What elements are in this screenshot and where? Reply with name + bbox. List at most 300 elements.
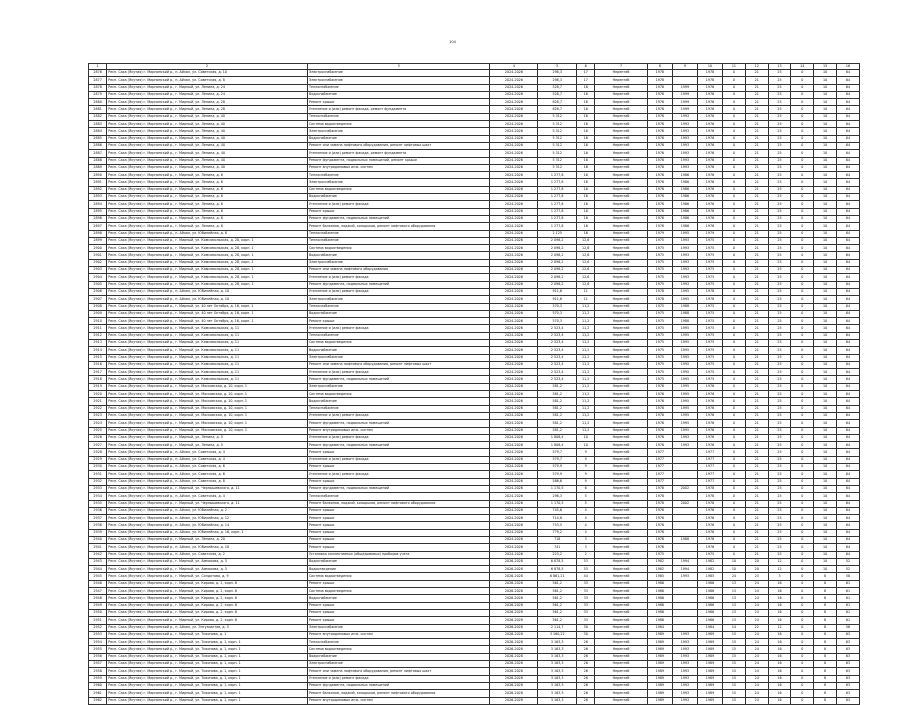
table-cell: 64 — [837, 537, 860, 544]
table-cell: Теплоснабжение — [307, 639, 489, 646]
table-cell: 8 — [814, 639, 837, 646]
table-cell: Респ. Саха (Якутия) г. Мирнинский р., г. Мирный, ул. Тихонова, д. 1, корп. 1 — [107, 653, 308, 660]
table-cell: 21 — [745, 106, 768, 113]
table-cell: 10 — [814, 142, 837, 149]
table-cell: 0 — [791, 288, 814, 295]
table-cell: Нерентаб — [595, 347, 647, 354]
table-cell: 21 — [745, 354, 768, 361]
table-cell: 0 — [723, 267, 746, 274]
table-cell: 1982 — [647, 566, 672, 573]
table-cell: Нерентаб — [595, 296, 647, 303]
table-cell: 1976 — [697, 172, 722, 179]
table-cell: 741 — [538, 544, 577, 551]
table-cell: 10 — [814, 230, 837, 237]
table-cell: 0 — [791, 77, 814, 84]
table-cell — [672, 624, 697, 631]
table-cell: 16 — [577, 113, 595, 120]
table-cell: 0 — [791, 172, 814, 179]
table-cell: 1977 — [697, 449, 722, 456]
table-cell: 11,2 — [577, 325, 595, 332]
table-cell: Нерентаб — [595, 172, 647, 179]
table-cell: 24 — [745, 646, 768, 653]
table-cell: 0 — [723, 412, 746, 419]
table-cell: 21 — [745, 485, 768, 492]
table-cell: 21 — [745, 223, 768, 230]
table-cell: 2916 — [89, 361, 107, 368]
table-cell: 25 — [768, 376, 791, 383]
table-cell: 1976 — [647, 164, 672, 171]
table-cell: 2024-2026 — [490, 281, 538, 288]
table-cell: 1976 — [697, 442, 722, 449]
table-cell: 5 312 — [538, 150, 577, 157]
table-cell: 581,2 — [538, 427, 577, 434]
table-cell: Респ. Саха (Якутия) г. Мирнинский р., г. Мирный, ул. 40 лет Октября, д. 16, корп. 1 — [107, 318, 308, 325]
table-row — [89, 573, 860, 580]
table-cell: 2024-2026 — [490, 303, 538, 310]
table-cell: Нерентаб — [595, 230, 647, 237]
table-cell: 0 — [723, 507, 746, 514]
table-cell: 1993 — [672, 661, 697, 668]
table-cell: 1986 — [672, 194, 697, 201]
table-cell: Респ. Саха (Якутия) г. Мирнинский р., п. Айхал, ул. Энтузиастов, д. 3 — [107, 624, 308, 631]
table-cell: Электроснабжение — [307, 128, 489, 135]
table-cell: Ремонт крыши — [307, 449, 489, 456]
table-cell: 10 — [723, 558, 746, 565]
table-cell: 2 523,4 — [538, 354, 577, 361]
table-row — [89, 361, 860, 368]
table-cell: 2026-2028 — [490, 595, 538, 602]
table-cell: 2024-2026 — [490, 456, 538, 463]
table-cell: 2024-2026 — [490, 121, 538, 128]
table-cell: Нерентаб — [595, 478, 647, 485]
table-row — [89, 464, 860, 471]
table-cell: Респ. Саха (Якутия) г. Мирнинский р., г. Мирный, ул. Комсомольская, д. 28, корп. 1 — [107, 259, 308, 266]
column-header: 16 — [837, 64, 860, 70]
table-cell: 2913 — [89, 339, 107, 346]
table-cell: 10 — [814, 347, 837, 354]
table-cell: 2024-2026 — [490, 500, 538, 507]
table-cell: 33 — [577, 617, 595, 624]
table-row — [89, 142, 860, 149]
table-cell: Ремонт крыши — [307, 529, 489, 536]
table-cell: Утепление и (или) ремонт фасада — [307, 325, 489, 332]
table-cell: 2903 — [89, 267, 107, 274]
table-cell: 21 — [745, 434, 768, 441]
table-cell: 1 277,8 — [538, 172, 577, 179]
table-cell: 1975 — [697, 325, 722, 332]
table-cell: 1976 — [647, 383, 672, 390]
table-cell: 13 — [723, 602, 746, 609]
table-cell: Респ. Саха (Якутия) г. Мирнинский р., г. Мирный, ул. Ленина, д. 40 — [107, 128, 308, 135]
table-cell: Система водоотведения — [307, 391, 489, 398]
table-cell: 21 — [745, 288, 768, 295]
table-cell: 16 — [768, 653, 791, 660]
table-cell: 1976 — [697, 427, 722, 434]
table-cell: 1993 — [672, 675, 697, 682]
table-cell: 16 — [577, 150, 595, 157]
table-cell: 1988 — [672, 537, 697, 544]
table-cell: 25 — [768, 91, 791, 98]
table-cell: 3 163,3 — [538, 697, 577, 704]
table-cell: 21 — [745, 274, 768, 281]
column-header: 6 — [577, 64, 595, 70]
table-cell: 1986 — [647, 588, 672, 595]
table-cell: 64 — [837, 194, 860, 201]
table-cell: 10 — [814, 267, 837, 274]
table-cell: 25 — [768, 529, 791, 536]
table-cell: 2026-2028 — [490, 690, 538, 697]
table-cell: 1986 — [647, 609, 672, 616]
table-cell: 1977 — [647, 449, 672, 456]
table-cell: 24 — [745, 682, 768, 689]
table-cell: 10 — [814, 427, 837, 434]
table-cell: 10 — [814, 84, 837, 91]
table-cell: 10 — [814, 77, 837, 84]
table-cell: 0 — [723, 274, 746, 281]
table-cell: Ремонт фундамента, подвальных помещений — [307, 442, 489, 449]
table-cell: 586,6 — [538, 478, 577, 485]
table-cell: Ремонт или замена лифтового оборудования — [307, 267, 489, 274]
table-cell: Респ. Саха (Якутия) г. Мирнинский р., п. Айхал, ул. Советская, д. 6 — [107, 471, 308, 478]
table-row — [89, 515, 860, 522]
table-cell: 64 — [837, 485, 860, 492]
table-cell: 828,7 — [538, 99, 577, 106]
table-cell: 25 — [768, 339, 791, 346]
table-cell: 561,2 — [538, 609, 577, 616]
table-cell: 2 523,4 — [538, 339, 577, 346]
table-cell: Респ. Саха (Якутия) г. Мирнинский р., г. Мирный, ул. Московская, д. 10, корп. 1 — [107, 398, 308, 405]
table-cell: 2894 — [89, 201, 107, 208]
table-cell: Нерентаб — [595, 252, 647, 259]
table-cell: 1976 — [647, 515, 672, 522]
table-cell: 0 — [791, 544, 814, 551]
table-cell: Теплоснабжение — [307, 493, 489, 500]
table-cell: 64 — [837, 274, 860, 281]
table-cell: 64 — [837, 237, 860, 244]
table-cell: Респ. Саха (Якутия) г. Мирнинский р., г. Мирный, ул. Тихонова, д. 1, корп. 1 — [107, 661, 308, 668]
table-cell: 1975 — [647, 237, 672, 244]
table-cell: 21 — [745, 128, 768, 135]
table-cell: 25 — [768, 478, 791, 485]
table-cell: 16 — [577, 135, 595, 142]
table-cell: 2024-2026 — [490, 442, 538, 449]
table-cell: 2024-2026 — [490, 376, 538, 383]
table-row — [89, 106, 860, 113]
table-cell: Нерентаб — [595, 668, 647, 675]
table-cell: 298,3 — [538, 493, 577, 500]
table-cell: 2026-2028 — [490, 675, 538, 682]
table-row — [89, 588, 860, 595]
table-cell: 10 — [814, 223, 837, 230]
table-cell: Утепление и (или) ремонт фасада — [307, 201, 489, 208]
table-cell: 1986 — [672, 201, 697, 208]
table-cell: 2900 — [89, 245, 107, 252]
table-cell: Нерентаб — [595, 412, 647, 419]
table-cell: 1986 — [697, 580, 722, 587]
table-cell: 0 — [791, 668, 814, 675]
table-cell: 0 — [791, 405, 814, 412]
table-cell: 1976 — [647, 434, 672, 441]
table-cell: Нерентаб — [595, 310, 647, 317]
table-cell: 2024-2026 — [490, 471, 538, 478]
table-cell: 2024-2026 — [490, 106, 538, 113]
table-cell: 26 — [577, 675, 595, 682]
table-cell: Нерентаб — [595, 493, 647, 500]
table-cell: 21 — [745, 449, 768, 456]
table-cell: 63 — [837, 668, 860, 675]
table-cell: 25 — [768, 135, 791, 142]
table-cell: 1993 — [672, 281, 697, 288]
table-cell: 1976 — [647, 412, 672, 419]
table-cell: 1976 — [647, 150, 672, 157]
table-cell: 298,3 — [538, 70, 577, 77]
table-cell: 0 — [723, 303, 746, 310]
table-cell: 10 — [814, 274, 837, 281]
column-header: 12 — [745, 64, 768, 70]
table-cell: 21 — [745, 500, 768, 507]
table-cell: 2950 — [89, 609, 107, 616]
table-cell: Респ. Саха (Якутия) г. Мирнинский р., г. Мирный, ул. Ленина, д. 6 — [107, 215, 308, 222]
table-cell: Ремонт крыши — [307, 537, 489, 544]
table-cell: 11,2 — [577, 398, 595, 405]
table-cell: 11 — [577, 288, 595, 295]
table-cell: 21 — [745, 339, 768, 346]
table-cell: 2951 — [89, 617, 107, 624]
table-cell: 2026-2028 — [490, 617, 538, 624]
table-cell: 24 — [745, 609, 768, 616]
table-cell: 1986 — [697, 617, 722, 624]
table-cell: 2926 — [89, 434, 107, 441]
table-cell: 0 — [723, 478, 746, 485]
table-cell: 0 — [723, 485, 746, 492]
table-cell: 2 096,2 — [538, 237, 577, 244]
table-cell: 2024-2026 — [490, 515, 538, 522]
table-cell: 0 — [723, 135, 746, 142]
table-cell: 1976 — [647, 544, 672, 551]
table-cell: 1975 — [647, 551, 672, 558]
table-cell: 561,2 — [538, 602, 577, 609]
table-cell: Респ. Саха (Якутия) г. Мирнинский р., п. Айхал, ул. Советская, д. 2 — [107, 551, 308, 558]
table-cell: 64 — [837, 245, 860, 252]
table-cell: 2932 — [89, 478, 107, 485]
table-cell: 911,6 — [538, 296, 577, 303]
table-cell: 21 — [745, 361, 768, 368]
table-cell: 223,2 — [538, 551, 577, 558]
table-cell: 64 — [837, 412, 860, 419]
table-cell: Респ. Саха (Якутия) г. Мирнинский р., п. Айхал, ул. Юбилейная, д. 10 — [107, 288, 308, 295]
table-cell: 3 — [768, 573, 791, 580]
column-header: 2 — [107, 64, 308, 70]
table-cell — [672, 588, 697, 595]
table-cell: Электроснабжение — [307, 70, 489, 77]
table-cell: 10 — [814, 442, 837, 449]
table-cell: 1975 — [697, 332, 722, 339]
table-cell: 3 163,3 — [538, 639, 577, 646]
table-cell: Ремонт фундамента, подвальных помещений — [307, 215, 489, 222]
table-cell: 53 — [577, 566, 595, 573]
table-cell: 25 — [768, 427, 791, 434]
table-cell: 64 — [837, 442, 860, 449]
table-cell: Ремонт крыши — [307, 478, 489, 485]
table-cell: 10 — [814, 551, 837, 558]
table-cell: 1978 — [697, 485, 722, 492]
table-cell: 1976 — [697, 434, 722, 441]
table-cell: 3 163,3 — [538, 668, 577, 675]
table-cell: 16 — [577, 215, 595, 222]
table-cell: 63 — [837, 653, 860, 660]
table-cell: 2918 — [89, 376, 107, 383]
table-cell: 1975 — [647, 303, 672, 310]
table-cell: Респ. Саха (Якутия) г. Мирнинский р., г. Мирный, ул. Комсомольская, д. 11 — [107, 361, 308, 368]
table-cell: Нерентаб — [595, 157, 647, 164]
table-cell: 2024-2026 — [490, 84, 538, 91]
table-cell: 0 — [723, 325, 746, 332]
table-cell: 2024-2026 — [490, 332, 538, 339]
table-cell: Нерентаб — [595, 179, 647, 186]
table-cell: Респ. Саха (Якутия) г. Мирнинский р., г. Мирный, ул. Ленина, д. 6 — [107, 172, 308, 179]
table-cell: 1989 — [697, 639, 722, 646]
table-cell: 2954 — [89, 639, 107, 646]
table-cell: 33 — [577, 580, 595, 587]
table-cell: Респ. Саха (Якутия) г. Мирнинский р., г. Мирный, ул. Комсомольская, д. 28, корп. 1 — [107, 237, 308, 244]
table-cell: 1993 — [672, 682, 697, 689]
table-row — [89, 661, 860, 668]
table-cell: 1986 — [697, 609, 722, 616]
table-cell: 1993 — [672, 434, 697, 441]
table-cell: Нерентаб — [595, 84, 647, 91]
table-cell: Утепление и (или) ремонт фасада — [307, 369, 489, 376]
table-cell: 0 — [791, 624, 814, 631]
table-cell: 2876 — [89, 70, 107, 77]
table-cell: Нерентаб — [595, 201, 647, 208]
table-cell: 1989 — [697, 668, 722, 675]
table-cell: 10 — [814, 566, 837, 573]
table-cell: 64 — [837, 478, 860, 485]
table-cell: 16 — [768, 602, 791, 609]
table-cell: 11 — [577, 296, 595, 303]
table-cell: Ремонт крыши — [307, 544, 489, 551]
table-row — [89, 398, 860, 405]
table-cell: 21 — [745, 99, 768, 106]
table-cell: 2026-2028 — [490, 566, 538, 573]
table-cell: 10 — [814, 252, 837, 259]
table-cell: 25 — [768, 493, 791, 500]
table-cell — [672, 515, 697, 522]
table-cell: 1999 — [672, 99, 697, 106]
table-cell: 0 — [723, 142, 746, 149]
table-cell: 1993 — [672, 245, 697, 252]
table-cell: 8 — [814, 690, 837, 697]
table-cell: 21 — [745, 208, 768, 215]
table-cell: 2910 — [89, 318, 107, 325]
table-cell: 1995 — [672, 420, 697, 427]
column-header: 11 — [723, 64, 746, 70]
table-cell: 8 — [814, 631, 837, 638]
table-cell: 1993 — [672, 267, 697, 274]
table-cell: 56 — [837, 624, 860, 631]
table-cell: 0 — [723, 493, 746, 500]
table-cell: 2024-2026 — [490, 113, 538, 120]
table-cell: 25 — [768, 113, 791, 120]
table-cell: 2911 — [89, 325, 107, 332]
table-cell: 1976 — [697, 507, 722, 514]
table-cell: 10 — [814, 296, 837, 303]
table-cell: 2024-2026 — [490, 529, 538, 536]
table-cell: Нерентаб — [595, 391, 647, 398]
table-row — [89, 617, 860, 624]
table-cell: 8 — [814, 668, 837, 675]
table-row — [89, 252, 860, 259]
table-cell: 21 — [745, 442, 768, 449]
table-cell: 2889 — [89, 164, 107, 171]
table-cell: 1993 — [672, 573, 697, 580]
table-cell: 0 — [723, 427, 746, 434]
table-cell: Нерентаб — [595, 383, 647, 390]
table-cell: 0 — [723, 354, 746, 361]
table-cell: 0 — [791, 274, 814, 281]
table-cell: 10 — [814, 537, 837, 544]
table-cell: Электроснабжение — [307, 296, 489, 303]
table-cell: 3 — [577, 544, 595, 551]
table-cell: 1986 — [647, 617, 672, 624]
table-cell: 0 — [791, 507, 814, 514]
table-cell: Водоснабжение — [307, 558, 489, 565]
table-cell: 21 — [745, 150, 768, 157]
table-cell: 2024-2026 — [490, 391, 538, 398]
table-cell: 1976 — [647, 99, 672, 106]
table-cell: 1 277,8 — [538, 223, 577, 230]
table-cell: Респ. Саха (Якутия) г. Мирнинский р., г. Мирный, ул. Ленина, д. 28 — [107, 99, 308, 106]
table-cell: 21 — [745, 310, 768, 317]
table-cell: 1995 — [672, 391, 697, 398]
table-cell: 0 — [791, 347, 814, 354]
table-cell: 1976 — [647, 194, 672, 201]
table-cell: 10 — [814, 434, 837, 441]
table-cell: 1989 — [647, 675, 672, 682]
table-cell: 21 — [745, 303, 768, 310]
table-cell: 1995 — [672, 296, 697, 303]
table-cell: 1989 — [647, 639, 672, 646]
table-cell: 0 — [723, 405, 746, 412]
table-cell: 21 — [745, 186, 768, 193]
table-cell: 2024-2026 — [490, 522, 538, 529]
table-cell: 9 — [577, 456, 595, 463]
table-cell: 8 — [814, 609, 837, 616]
table-cell: 2897 — [89, 223, 107, 230]
table-cell: 25 — [768, 500, 791, 507]
table-cell: 16 — [768, 595, 791, 602]
table-cell: Респ. Саха (Якутия) г. Мирнинский р., г. Мирный, ул. Аммосова, д. 5 — [107, 558, 308, 565]
table-cell: 0 — [723, 456, 746, 463]
table-cell: 9 — [577, 478, 595, 485]
table-cell: 10 — [814, 113, 837, 120]
table-cell: 1994 — [672, 558, 697, 565]
table-cell: 2938 — [89, 522, 107, 529]
table-cell: 64 — [837, 186, 860, 193]
table-cell: Нерентаб — [595, 128, 647, 135]
table-cell: Водоснабжение — [307, 595, 489, 602]
table-cell: 0 — [723, 288, 746, 295]
table-cell: Нерентаб — [595, 106, 647, 113]
table-cell: 2896 — [89, 215, 107, 222]
table-cell: Респ. Саха (Якутия) г. Мирнинский р., г. Мирный, ул. Комсомольская, д. 28, корп. 1 — [107, 252, 308, 259]
table-cell: 10 — [814, 500, 837, 507]
table-cell: 11,2 — [577, 391, 595, 398]
table-cell: 0 — [791, 551, 814, 558]
table-cell: Система водоотведения — [307, 588, 489, 595]
table-cell: 1976 — [697, 405, 722, 412]
table-cell: 64 — [837, 296, 860, 303]
